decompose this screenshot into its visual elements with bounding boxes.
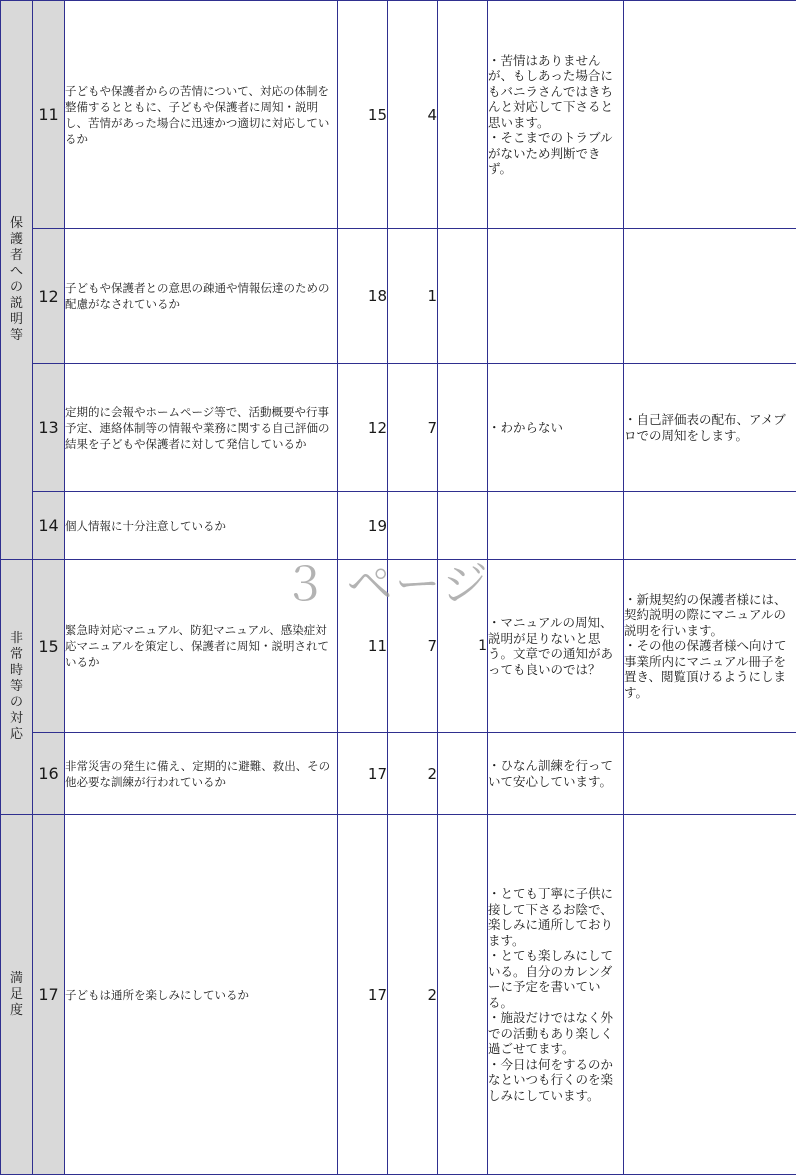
response-line: ・新規契約の保護者様には、契約説明の際にマニュアルの説明を行います。 [624,591,787,638]
item-number: 11 [33,1,65,229]
no-count [388,492,438,560]
facility-response [624,733,796,815]
comment-line: ・施設だけではなく外での活動もあり楽しく過ごせてます。 [488,1010,614,1056]
table-row [1,733,796,815]
category-cell [1,1,33,560]
facility-response [624,560,796,733]
unknown-count [438,1,488,229]
facility-response [624,492,796,560]
comment-line: ・とても丁寧に子供に接して下さるお陰で、楽しみに通所しております。 [488,886,614,948]
question-text: 子どもは通所を楽しみにしているか [65,815,338,1175]
facility-response [624,815,796,1175]
yes-count: 15 [338,1,388,229]
table-row [1,229,796,364]
parent-comment [488,1,624,229]
parent-comment [488,733,624,815]
no-count: 2 [388,815,438,1175]
category-label: 非常時等の対応 [9,631,23,742]
yes-count: 17 [338,815,388,1175]
no-count: 7 [388,560,438,733]
table-row [1,1,796,229]
response-line: ・自己評価表の配布、アメブロでの周知をします。 [624,412,786,443]
parent-comment [488,815,624,1175]
table-row [1,492,796,560]
item-number: 13 [33,364,65,492]
facility-response [624,364,796,492]
question-text: 子どもや保護者との意思の疎通や情報伝達のための配慮がなされているか [65,229,338,364]
question-text: 個人情報に十分注意しているか [65,492,338,560]
comment-line: ・苦情はありませんが、もしあった場合にもバニラさんではきちんと対応して下さると思います。 [488,52,614,130]
category-cell [1,815,33,1175]
comment-line: ・ひなん訓練を行っていて安心しています。 [488,758,614,789]
yes-count: 18 [338,229,388,364]
yes-count: 17 [338,733,388,815]
unknown-count [438,733,488,815]
comment-line: ・とても楽しみにしている。自分のカレンダーに予定を書いている。 [488,948,614,1010]
yes-count: 11 [338,560,388,733]
comment-line: ・マニュアルの周知、説明が足りないと思う。文章での通知があっても良いのでは？ [488,615,614,677]
unknown-count [438,229,488,364]
question-text: 子どもや保護者からの苦情について、対応の体制を整備するとともに、子どもや保護者に周知・説明し、苦情があった場合に迅速かつ適切に対応しているか [65,1,338,229]
item-number: 15 [33,560,65,733]
parent-comment [488,229,624,364]
item-number: 17 [33,815,65,1175]
no-count: 2 [388,733,438,815]
table-row [1,815,796,1175]
facility-response [624,1,796,229]
item-number: 12 [33,229,65,364]
facility-response [624,229,796,364]
parent-comment [488,560,624,733]
parent-comment [488,364,624,492]
no-count: 4 [388,1,438,229]
item-number: 16 [33,733,65,815]
category-label: 満足度 [9,970,23,1018]
category-label: 保護者への説明等 [9,216,23,343]
question-text: 非常災害の発生に備え、定期的に避難、救出、その他必要な訓練が行われているか [65,733,338,815]
table-row [1,560,796,733]
unknown-count [438,815,488,1175]
yes-count: 19 [338,492,388,560]
unknown-count [438,364,488,492]
comment-line: ・わからない [488,419,564,435]
unknown-count: 1 [438,560,488,733]
question-text: 緊急時対応マニュアル、防犯マニュアル、感染症対応マニュアルを策定し、保護者に周知・説明されているか [65,560,338,733]
page-watermark: ３ ページ [282,557,490,611]
no-count: 7 [388,364,438,492]
question-text: 定期的に会報やホームページ等で、活動概要や行事予定、連絡体制等の情報や業務に関する自己評価の結果を子どもや保護者に対して発信しているか [65,364,338,492]
comment-line: ・今日は何をするのかなといつも行くのを楽しみにしています。 [488,1056,614,1103]
table-row [1,364,796,492]
parent-comment [488,492,624,560]
item-number: 14 [33,492,65,560]
unknown-count [438,492,488,560]
category-cell [1,560,33,815]
comment-line: ・そこまでのトラブルがないため判断できず。 [488,130,613,176]
no-count: 1 [388,229,438,364]
yes-count: 12 [338,364,388,492]
response-line: ・その他の保護者様へ向けて事業所内にマニュアル冊子を置き、閲覧頂けるようにします。 [624,638,787,700]
